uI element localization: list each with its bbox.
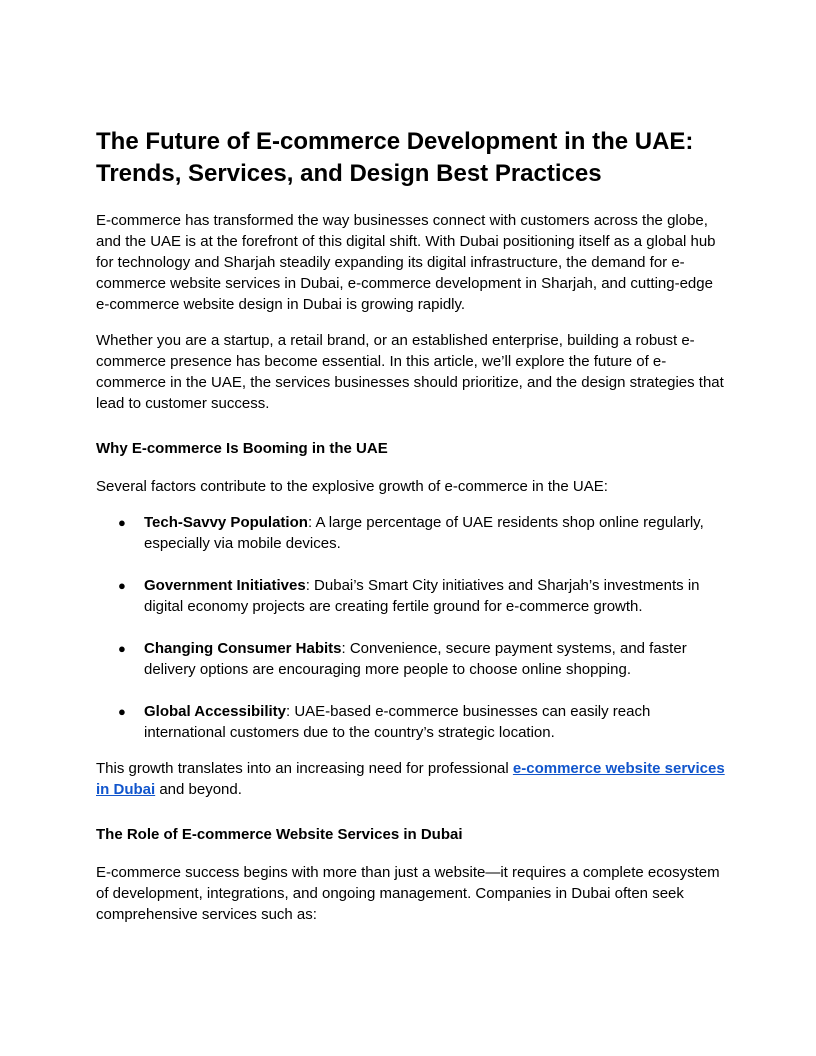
list-item-text: : UAE-based e-commerce businesses can easily reach international customers due to the country’s strategic location. [144, 703, 651, 741]
section-heading-role: The Role of E-commerce Website Services in Dubai [96, 826, 463, 843]
growth-paragraph [96, 758, 726, 800]
list-item-term: Government Initiatives [144, 577, 306, 594]
document-title: The Future of E-commerce Development in the UAE: Trends, Services, and Design Best Practices [96, 128, 694, 187]
bullet-icon: ● [118, 578, 126, 593]
list-item-text: : A large percentage of UAE residents shop online regularly, especially via mobile devices. [144, 514, 704, 552]
ecommerce-services-dubai-link[interactable]: e-commerce website services in Dubai [96, 760, 725, 798]
growth-text-after: and beyond. [155, 781, 242, 798]
list-item [96, 512, 726, 554]
list-item-text: : Convenience, secure payment systems, and faster delivery options are encouraging more people to choose online shopping. [144, 640, 687, 678]
document-page [96, 126, 726, 925]
list-item-term: Tech-Savvy Population [144, 514, 308, 531]
bullet-icon: ● [118, 641, 126, 656]
bullet-icon: ● [118, 515, 126, 530]
bullet-icon: ● [118, 704, 126, 719]
list-item [96, 575, 726, 617]
intro-paragraph-1: E-commerce has transformed the way businesses connect with customers across the globe, and the UAE is at the forefront of this digital shift. With Dubai positioning itself as a global hub for technology and Sharjah steadily expanding its digital infrastructure, the demand for e-commerce website services in Dubai, e-commerce development in Sharjah, and cutting-edge e-commerce website design in Dubai is growing rapidly. [96, 212, 716, 313]
section-why-lead: Several factors contribute to the explosive growth of e-commerce in the UAE: [96, 478, 608, 495]
factors-list [96, 512, 726, 743]
growth-text-before: This growth translates into an increasing need for professional [96, 760, 513, 777]
list-item-term: Global Accessibility [144, 703, 286, 720]
intro-paragraph-2: Whether you are a startup, a retail brand, or an established enterprise, building a robust e-commerce presence has become essential. In this article, we’ll explore the future of e-commerce in the UAE, the services businesses should prioritize, and the design strategies that lead to customer success. [96, 332, 724, 412]
list-item-term: Changing Consumer Habits [144, 640, 342, 657]
list-item [96, 638, 726, 680]
list-item [96, 701, 726, 743]
list-item-text: : Dubai’s Smart City initiatives and Sharjah’s investments in digital economy projects are creating fertile ground for e-commerce growth. [144, 577, 700, 615]
section-role-paragraph: E-commerce success begins with more than just a website—it requires a complete ecosystem of development, integrations, and ongoing management. Companies in Dubai often seek comprehensive services such as: [96, 864, 720, 923]
section-heading-why: Why E-commerce Is Booming in the UAE [96, 440, 388, 457]
